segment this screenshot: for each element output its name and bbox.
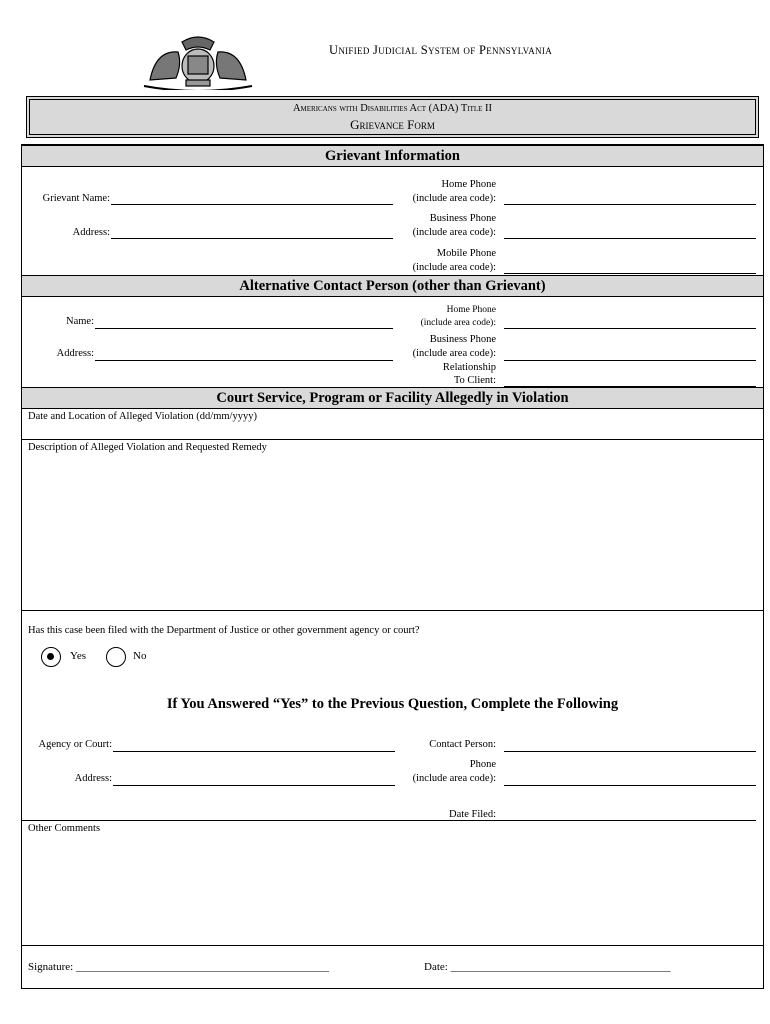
grievant-address-field[interactable] [111, 238, 393, 239]
grievant-home-phone-field[interactable] [504, 204, 756, 205]
date-filed-field[interactable] [504, 820, 756, 821]
alt-name-label: Name: [66, 316, 94, 327]
alt-home-phone-field[interactable] [504, 328, 756, 329]
grievant-home-phone-label: Home Phone [441, 179, 496, 190]
divider [22, 820, 504, 821]
alt-relationship-label: Relationship [442, 362, 496, 373]
form-frame [21, 144, 764, 989]
followup-heading: If You Answered “Yes” to the Previous Question, Complete the Following [166, 696, 619, 712]
signature-field[interactable]: Signature: ______________________________________________ [28, 961, 329, 973]
alt-business-phone-sub: (include area code): [412, 348, 496, 359]
alt-home-phone-sub: (include area code): [420, 318, 496, 328]
grievant-business-phone-label: Business Phone [429, 213, 496, 224]
form-title-line1: Americans with Disabilities Act (ADA) Title II [292, 103, 493, 114]
organization-name: Unified Judicial System of Pennsylvania [329, 43, 552, 57]
agency-label: Agency or Court: [38, 739, 112, 750]
followup-phone-sub: (include area code): [412, 773, 496, 784]
contact-person-field[interactable] [504, 751, 756, 752]
divider [22, 610, 763, 611]
yes-label: Yes [70, 650, 87, 662]
followup-address-field[interactable] [113, 785, 395, 786]
form-title-box [26, 96, 759, 138]
alt-business-phone-label: Business Phone [429, 334, 496, 345]
alt-name-field[interactable] [95, 328, 393, 329]
pennsylvania-seal-icon [142, 30, 254, 90]
grievant-name-label: Grievant Name: [42, 193, 110, 204]
alt-address-label: Address: [56, 348, 94, 359]
grievant-mobile-phone-sub: (include area code): [412, 262, 496, 273]
alt-relationship-sub: To Client: [453, 375, 496, 386]
date-filed-label: Date Filed: [449, 809, 496, 820]
violation-heading: Court Service, Program or Facility Allegedly in Violation [22, 387, 763, 409]
contact-person-label: Contact Person: [429, 739, 496, 750]
grievant-name-field[interactable] [111, 204, 393, 205]
grievant-heading: Grievant Information [22, 145, 763, 167]
alt-address-field[interactable] [95, 360, 393, 361]
grievant-mobile-phone-label: Mobile Phone [436, 248, 496, 259]
no-radio[interactable] [106, 647, 126, 667]
alt-contact-heading: Alternative Contact Person (other than Grievant) [22, 275, 763, 297]
other-comments-field[interactable] [22, 837, 763, 945]
date-location-label: Date and Location of Alleged Violation (dd/mm/yyyy) [28, 411, 257, 422]
date-location-field[interactable] [22, 407, 763, 439]
other-comments-label: Other Comments [28, 823, 101, 834]
radio-selected-dot [47, 653, 54, 660]
description-field[interactable] [22, 457, 763, 609]
form-title-line2: Grievance Form [350, 117, 435, 132]
grievant-home-phone-sub: (include area code): [412, 193, 496, 204]
grievant-mobile-phone-field[interactable] [504, 273, 756, 274]
yes-radio[interactable] [41, 647, 61, 667]
alt-business-phone-field[interactable] [504, 360, 756, 361]
grievant-business-phone-field[interactable] [504, 238, 756, 239]
grievant-business-phone-sub: (include area code): [412, 227, 496, 238]
followup-phone-label: Phone [469, 759, 496, 770]
no-label: No [133, 650, 147, 662]
agency-field[interactable] [113, 751, 395, 752]
grievant-address-label: Address: [72, 227, 110, 238]
followup-address-label: Address: [74, 773, 112, 784]
alt-home-phone-label: Home Phone [446, 305, 496, 315]
signature-date-field[interactable]: Date: ________________________________________ [424, 961, 671, 973]
divider [22, 945, 763, 946]
filed-question: Has this case been filed with the Department of Justice or other government agency or court? [28, 625, 420, 636]
description-label: Description of Alleged Violation and Requested Remedy [28, 442, 267, 453]
followup-phone-field[interactable] [504, 785, 756, 786]
divider [22, 439, 763, 440]
